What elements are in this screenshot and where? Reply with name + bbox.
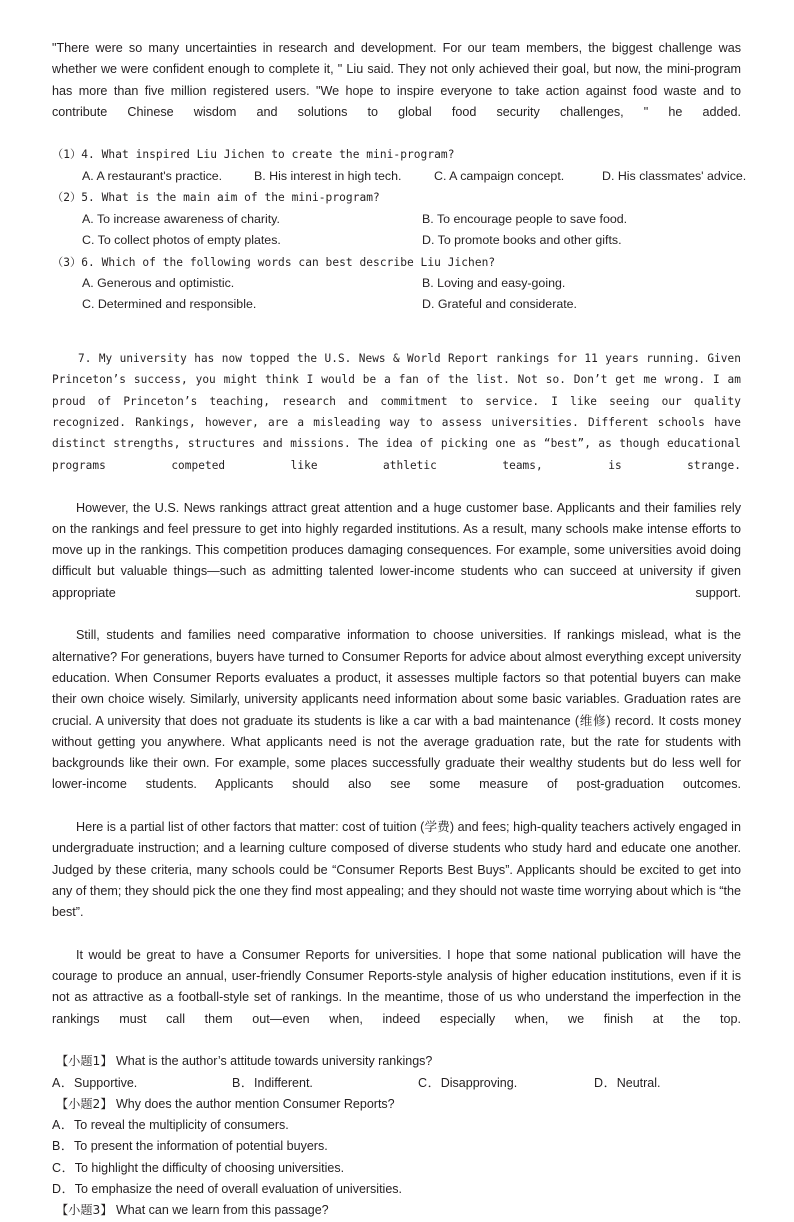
option-text: A campaign concept. [449,168,565,183]
sub-question-block-2 [52,1094,741,1200]
option-letter: B． [232,1075,255,1090]
question-block-2 [52,187,741,251]
option-text: Determined and responsible. [97,297,257,312]
option-row-item[interactable] [52,1136,741,1157]
option-letter: B. [254,168,266,183]
question-2-options-row-1 [52,209,741,230]
question-2-number: 5. [81,191,95,205]
option-text: To highlight the difficulty of choosing universities. [74,1160,345,1175]
sub-question-block-3 [52,1200,741,1221]
question-block-1 [52,144,747,187]
option-row-item[interactable] [254,166,434,187]
option-row-item[interactable] [52,1115,741,1136]
option-row-item[interactable] [422,209,627,230]
option-letter: B． [52,1139,75,1154]
option-text: To emphasize the need of overall evaluation of universities. [74,1182,403,1197]
option-text: Neutral. [616,1075,661,1090]
option-text: To present the information of potential buyers. [74,1139,328,1154]
sub-question-2-text: Why does the author mention Consumer Reports? [116,1096,395,1111]
passage7-paragraph-3: Here is a partial list of other factors that matter: cost of tuition (学费) and fees; high-quality teachers actively engaged in undergraduate instruction; and a learning culture composed of diverse students who study hard and educate one another. Judged by these criteria, many schools could be “Consumer Reports Best Buys”. Applicants should be excited to get into any of them; they should pick the one they find most appealing; and they should not waste time worrying about which is “the best”. [52,820,741,920]
option-letter: C. [82,297,95,312]
sub-question-block-1 [52,1051,741,1094]
option-text: Generous and optimistic. [97,275,235,290]
option-row-item[interactable] [602,166,746,187]
option-letter: A. [82,275,94,290]
option-row-item[interactable] [422,294,577,315]
section-spacer [52,316,741,348]
option-letter: D. [422,233,435,248]
option-row-item[interactable] [594,1073,661,1094]
option-row-item[interactable] [52,1073,232,1094]
question-3-options-row-1 [52,273,741,294]
option-text: Grateful and considerate. [437,297,577,312]
option-row-item[interactable] [82,209,422,230]
option-text: To increase awareness of charity. [96,211,280,226]
option-text: A restaurant's practice. [96,168,223,183]
option-row-item[interactable] [82,230,422,251]
option-row-item[interactable] [52,1158,741,1179]
option-letter: D. [422,297,435,312]
passage7-opening-text: My university has now topped the U.S. News & World Report rankings for 11 years running. Given Princeton’s success, you might think I would be a fan of the list. Not so. Don’t get me wrong. I am proud of Princeton’s teaching, research and commitment to service. I like seeing our quality recognized. Rankings, however, are a misleading way to assess universities. Different schools have distinct strengths, structures and missions. The idea of picking one as “best”, as though educational programs competed like athletic teams, is strange. [52,351,741,472]
option-letter: C. [434,168,447,183]
option-row-item[interactable] [422,230,622,251]
sub-question-1-text: What is the author’s attitude towards university rankings? [116,1054,433,1069]
option-text: To collect photos of empty plates. [97,233,281,248]
sub-question-3-stem [52,1200,741,1221]
option-row-item[interactable] [82,273,422,294]
option-text: His interest in high tech. [269,168,402,183]
option-letter: B. [422,211,434,226]
question-3-number: 6. [81,255,95,269]
option-letter: D． [52,1182,75,1197]
passage7-paragraph-4: It would be great to have a Consumer Reports for universities. I hope that some national publication will have the courage to produce an annual, user-friendly Consumer Reports-style analysis of higher education institutions, even if it is not as attractive as a football-style set of rankings. In the meantime, those of us who understand the imperfection in the rankings must call them out—even when, indeed especially when, we finish at the top. [52,947,741,1026]
passage7-paragraph-2: Still, students and families need comparative information to choose universities. If rankings mislead, what is the alternative? For generations, buyers have turned to Consumer Reports for advice about almost everything except university education. When Consumer Reports evaluates a product, it assesses multiple factors so that potential buyers can make their own choice wisely. Similarly, university applicants need information about some basic variables. Graduation rates are crucial. A university that does not graduate its students is like a car with a bad maintenance (维修) record. It costs money without getting you anywhere. What applicants need is not the average graduation rate, but the rate for students with backgrounds like their own. For example, some places successfully graduate their wealthy students but do less well for lower-income students. Applicants should also see some measure of post-graduation outcomes. [52,628,741,792]
passage7-opening-paragraph [52,348,741,498]
question-3-options-row-2 [52,294,741,315]
option-letter: C. [82,233,95,248]
intro-passage-paragraph: "There were so many uncertainties in research and development. For our team members, the biggest challenge was whether we were confident enough to complete it, " Liu said. They not only achieved their goal, but now, the mini-program has more than five million registered users. "We hope to inspire everyone to take action against food waste and to contribute Chinese wisdom and solutions to global food security challenges, " he added. [52,41,741,119]
sub-question-3-marker: 【小题3】 [56,1203,113,1218]
question-block-3 [52,252,741,316]
option-row-item[interactable] [82,166,254,187]
question-3-stem [52,252,741,273]
question-1-text: What inspired Liu Jichen to create the mini-program? [101,148,455,162]
question-2-text: What is the main aim of the mini-program? [101,191,380,205]
option-letter: A． [52,1075,75,1090]
option-row-item[interactable] [418,1073,594,1094]
option-text: Indifferent. [254,1075,313,1090]
option-row-item[interactable] [82,294,422,315]
option-text: His classmates' advice. [617,168,747,183]
question-2-stem [52,187,741,208]
option-text: Loving and easy-going. [437,275,566,290]
passage7-number: 7. [78,351,92,365]
question-2-marker: （2） [52,191,82,205]
option-text: To promote books and other gifts. [437,233,622,248]
sub-question-2-stem [52,1094,741,1115]
option-letter: A． [52,1118,75,1133]
sub-question-1-marker: 【小题1】 [56,1054,113,1069]
question-2-options-row-2 [52,230,741,251]
passage7-paragraph-1: However, the U.S. News rankings attract great attention and a huge customer base. Applicants and their families rely on the rankings and feel pressure to get into highly regarded institutions. As a result, many schools make intense efforts to move up in the rankings. This competition produces damaging consequences. For example, some universities avoid doing difficult but valuable things—such as admitting talented lower-income students who can succeed at university if given appropriate support. [52,500,741,600]
question-1-number: 4. [81,148,95,162]
question-3-text: Which of the following words can best describe Liu Jichen? [101,255,496,269]
option-letter: A. [82,211,94,226]
option-letter: B. [422,275,434,290]
option-text: To encourage people to save food. [436,211,628,226]
option-text: To reveal the multiplicity of consumers. [74,1118,289,1133]
sub-question-1-stem [52,1051,741,1072]
option-text: Disapproving. [440,1075,518,1090]
sub-question-2-marker: 【小题2】 [56,1096,113,1111]
option-text: Supportive. [74,1075,138,1090]
option-row-item[interactable] [232,1073,418,1094]
question-3-marker: （3） [52,255,82,269]
question-1-options [52,166,747,187]
sub-question-1-options [52,1073,741,1094]
question-1-marker: （1） [52,148,82,162]
option-row-item[interactable] [52,1179,741,1200]
option-row-item[interactable] [434,166,602,187]
option-letter: D. [602,168,615,183]
option-letter: C． [52,1160,75,1175]
question-1-stem [52,144,741,165]
option-letter: D． [594,1075,617,1090]
option-letter: C． [418,1075,441,1090]
option-letter: A. [82,168,94,183]
sub-question-3-text: What can we learn from this passage? [116,1203,329,1218]
option-row-item[interactable] [422,273,565,294]
